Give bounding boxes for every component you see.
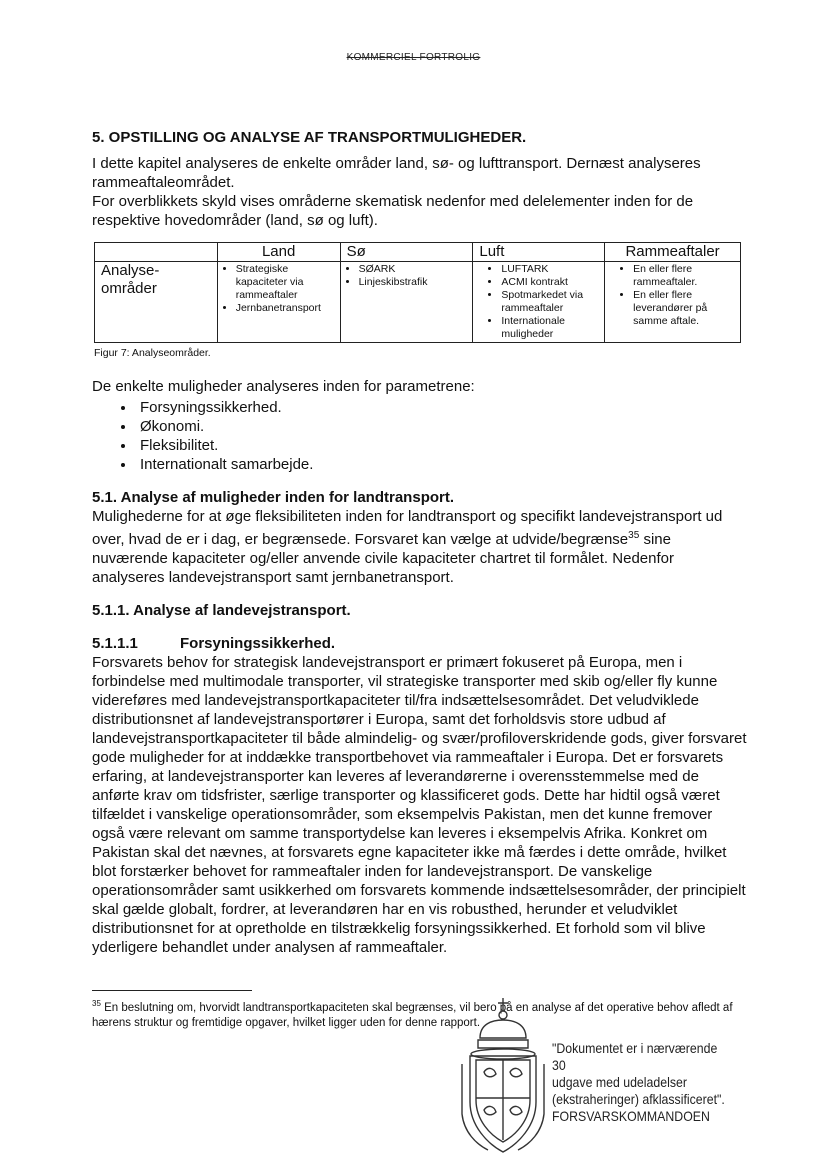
table-cell-so <box>340 262 473 343</box>
table-caption: Figur 7: Analyseområder. <box>94 347 211 359</box>
footnote-number: 35 <box>92 999 101 1008</box>
main-content <box>92 128 747 957</box>
list-item: • Internationale muligheder <box>501 315 604 341</box>
row-label-text: Analyse- områder <box>101 262 160 297</box>
table-header-land: Land <box>217 243 340 262</box>
analysis-areas-table <box>94 242 741 343</box>
list-item: • Fleksibilitet. <box>136 436 747 455</box>
section-title: Forsyningssikkerhed. <box>180 635 336 652</box>
stamp-line: udgave med udeladelser <box>552 1074 687 1090</box>
section-5-1-1-heading: 5.1.1. Analyse af landevejstransport. <box>92 602 351 619</box>
list-item: • Spotmarkedet via rammeaftaler <box>501 289 604 315</box>
section-5-heading: 5. OPSTILLING OG ANALYSE AF TRANSPORTMULIGHEDER. <box>92 129 527 146</box>
list-item: • Strategiske kapaciteter via rammeaftaler <box>236 263 340 302</box>
table-cell-luft <box>473 262 605 343</box>
table-header-row <box>95 243 741 262</box>
list-item: • Linjeskibstrafik <box>359 276 473 289</box>
list-item: • Forsyningssikkerhed. <box>136 398 747 417</box>
params-intro: De enkelte muligheder analyseres inden for parametrene: <box>92 378 475 395</box>
table-header-empty <box>95 243 218 262</box>
table-header-rammeaftaler: Rammeaftaler <box>605 243 741 262</box>
list-item: • Økonomi. <box>136 417 747 436</box>
stamp-line: "Dokumentet er i nærværende 30 <box>552 1040 718 1073</box>
section-5-1-1-1-paragraph: Forsvarets behov for strategisk landevejstransport er primært fokuseret på Europa, men i forbindelse med multimodale transporter, vil strategiske transporter med skib og/eller fly kunne videreføres med landevejstransportkapaciteter til/fra indsættelsesområdet. Det veludviklede distributionsnet af landevejstransportører i Europa, samt det forholdsvis store udbud af landevejstransportkapaciteter til både almindelig- og svær/profiloverskridende gods, giver forsvaret gode muligheder for at inddække transportbehovet via rammeaftaler i Europa. Det er forsvarets erfaring, at landevejstransporter kan leveres af leverandørerne i overensstemmelse med de anførte krav om tidsfrister, særlige transporter og klassificeret gods. Dette har hidtil også været tilfældet i vanskelige operationsområder, som eksempelvis Pakistan, men det kunne fremover også være relevant om samme transportydelse kan leveres i eksempelvis Afrika. Konkret om Pakistan skal det nævnes, at forsvarets egne kapaciteter ikke må færdes i dette område, hvilket blot forstærker behovet for rammeaftaler inden for landevejstransport. De vanskelige operationsområder samt usikkerhed om forsvarets kommende indsættelsesområder, der principielt skal gælde globalt, fordrer, at leverandøren har en vis robusthed, herunder et veludviklet distributionsnet for at opretholde en tilstrækkelig forsyningssikkerhed. Et forhold som vil blive yderligere behandlet under analysen af rammeaftaler. <box>92 654 747 956</box>
section-5-1-heading: 5.1. Analyse af muligheder inden for landtransport. <box>92 489 455 506</box>
list-item: • En eller flere rammeaftaler. <box>633 263 734 289</box>
list-item: • En eller flere leverandører på samme aftale. <box>633 289 734 328</box>
stamp-line: (ekstraheringer) afklassificeret". <box>552 1091 725 1107</box>
table-cell-rammeaftaler <box>605 262 741 343</box>
section-number: 5.1.1.1 <box>92 635 138 652</box>
table-row-label <box>95 262 218 343</box>
footnote-reference[interactable]: 35 <box>628 530 640 541</box>
classification-header <box>0 52 827 63</box>
list-item: • ACMI kontrakt <box>501 276 604 289</box>
crown-seal-icon <box>458 994 548 1156</box>
list-item: • LUFTARK <box>501 263 604 276</box>
table-cell-land <box>217 262 340 343</box>
list-item: • Jernbanetransport <box>236 302 340 315</box>
section-5-paragraph-2: For overblikkets skyld vises områderne skematisk nedenfor med delelementer inden for de respektive hovedområder (land, sø og luft). <box>92 193 694 229</box>
table-header-luft: Luft <box>473 243 605 262</box>
declassification-stamp <box>552 1040 728 1125</box>
list-item: • SØARK <box>359 263 473 276</box>
classification-text: KOMMERCIEL FORTROLIG <box>346 52 481 63</box>
list-item: • Internationalt samarbejde. <box>136 455 747 474</box>
stamp-line: FORSVARSKOMMANDOEN <box>552 1108 710 1124</box>
section-5-1-text-a: Mulighederne for at øge fleksibiliteten inden for landtransport og specifikt landevejstransport ud over, hvad de er i dag, er begrænsede. Forsvaret kan vælge at udvide/begrænse <box>92 508 723 548</box>
section-5-1-paragraph <box>92 507 747 587</box>
params-list <box>92 398 747 474</box>
footnote-text: En beslutning om, hvorvidt landtransportkapaciteten skal begrænses, vil bero på en analyse af det operative behov afledt af hærens struktur og fremtidige opgaver, hvilket ligger uden for denne rapport. <box>92 1001 733 1029</box>
footnote-divider <box>92 990 252 991</box>
table-header-so: Sø <box>340 243 473 262</box>
section-5-paragraph-1: I dette kapitel analyseres de enkelte områder land, sø- og lufttransport. Dernæst analyseres rammeaftaleområdet. <box>92 155 701 191</box>
table-row <box>95 262 741 343</box>
footnote <box>92 996 742 1031</box>
section-5-1-1-1-heading <box>92 634 747 653</box>
section-5-1-text-b: sine nuværende kapaciteter og/eller anvende civile kapaciteter chartret til formålet. Nedenfor analyseres landevejstransport samt jernbanetransport. <box>92 531 674 586</box>
